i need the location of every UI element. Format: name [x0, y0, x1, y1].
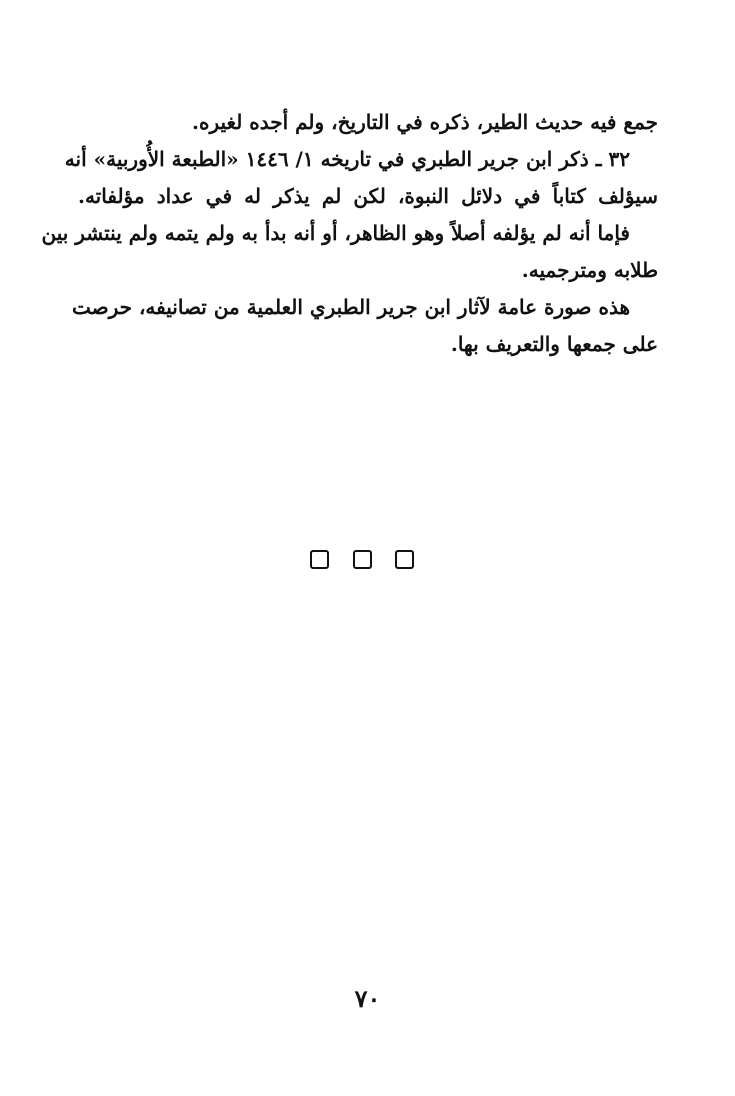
text-line: هذه صورة عامة لآثار ابن جرير الطبري العلمية من تصانيفه، حرصت — [71, 295, 630, 319]
text-line: جمع فيه حديث الطير، ذكره في التاريخ، ولم أجده لغيره. — [192, 110, 658, 134]
text-line: طلابه ومترجميه. — [521, 258, 658, 282]
square-ornament-icon — [353, 550, 372, 569]
text-line: ٣٢ ـ ذكر ابن جرير الطبري في تاريخه ١/ ١٤٤٦ «الطبعة الأُوربية» أنه — [64, 147, 630, 171]
square-ornament-icon — [310, 550, 329, 569]
square-ornament-icon — [395, 550, 414, 569]
page-number: ٧٠ — [354, 984, 381, 1013]
text-line: على جمعها والتعريف بها. — [450, 332, 658, 356]
section-separator — [310, 548, 414, 570]
text-line: سيؤلف كتاباً في دلائل النبوة، لكن لم يذكر له في عداد مؤلفاته. — [78, 184, 658, 208]
text-line: فإما أنه لم يؤلفه أصلاً وهو الظاهر، أو أنه بدأ به ولم يتمه ولم ينتشر بين — [41, 221, 630, 245]
body-text — [41, 104, 658, 363]
